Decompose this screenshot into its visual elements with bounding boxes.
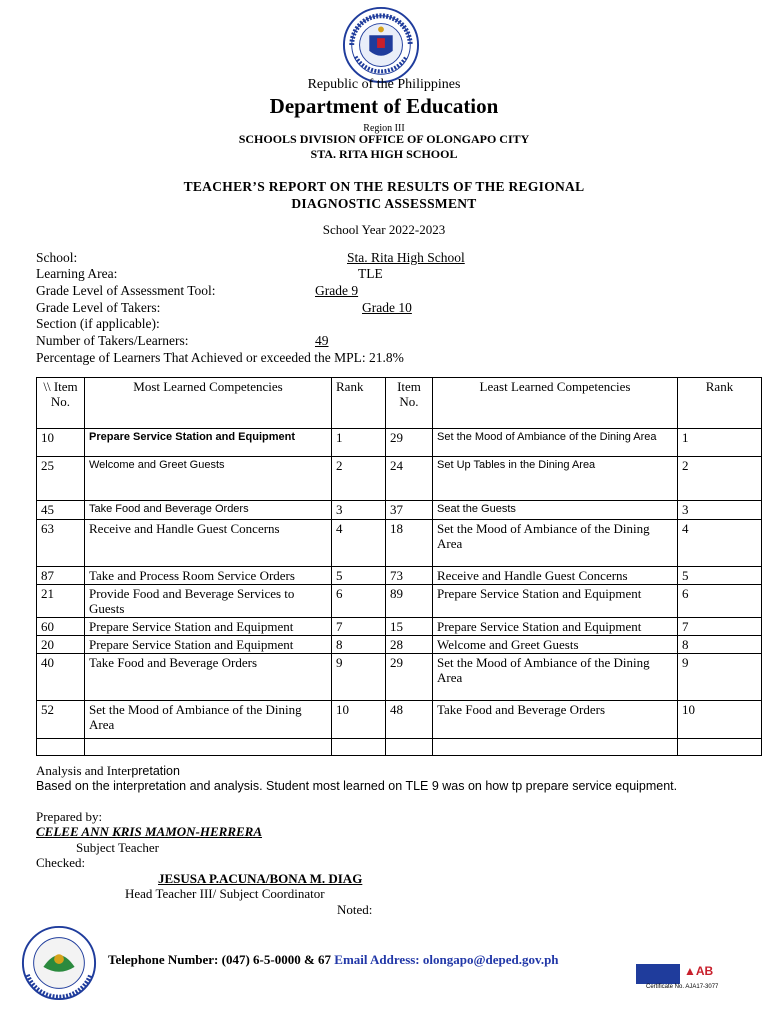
cell-least-learned: Set the Mood of Ambiance of the Dining Area — [433, 654, 678, 701]
takers-value: 49 — [315, 333, 329, 348]
preparer-name: CELEE ANN KRIS MAMON-HERRERA — [36, 824, 263, 839]
table-row — [37, 567, 762, 585]
checked-label: Checked: — [36, 855, 86, 870]
cell-most-learned: Prepare Service Station and Equipment — [85, 429, 332, 457]
header-item-no: \\ Item No. — [37, 378, 85, 429]
table-row — [37, 701, 762, 739]
certification-badge — [636, 956, 756, 996]
cell-item-no-2: 89 — [386, 585, 433, 618]
cell-item-no: 25 — [37, 457, 85, 501]
cell-rank: 8 — [332, 636, 386, 654]
tool-grade-value: Grade 9 — [315, 283, 359, 298]
cell-least-learned: Seat the Guests — [433, 501, 678, 520]
region-line: Region III — [363, 123, 405, 134]
cell-rank: 7 — [332, 618, 386, 636]
cell-item-no: 45 — [37, 501, 85, 520]
cell-rank: 3 — [332, 501, 386, 520]
cell-rank-2: 7 — [678, 618, 762, 636]
empty-cell — [386, 739, 433, 756]
empty-cell — [332, 739, 386, 756]
learning-area-value: TLE — [358, 266, 383, 281]
cell-least-learned: Prepare Service Station and Equipment — [433, 585, 678, 618]
noted-label: Noted: — [337, 902, 373, 917]
cell-rank-2: 6 — [678, 585, 762, 618]
footer-contact — [108, 952, 559, 968]
cell-item-no-2: 28 — [386, 636, 433, 654]
checker-title: Head Teacher III/ Subject Coordinator — [125, 886, 325, 901]
cell-least-learned: Set Up Tables in the Dining Area — [433, 457, 678, 501]
table-row — [37, 501, 762, 520]
table-row — [37, 457, 762, 501]
cell-rank: 9 — [332, 654, 386, 701]
cell-item-no-2: 48 — [386, 701, 433, 739]
cert-number: Certificate No. AJA17-3077 — [646, 984, 719, 990]
cell-rank-2: 5 — [678, 567, 762, 585]
cell-most-learned: Prepare Service Station and Equipment — [85, 618, 332, 636]
header-rank: Rank — [332, 378, 386, 429]
cell-rank-2: 9 — [678, 654, 762, 701]
footer-email: Email Address: olongapo@deped.gov.ph — [334, 952, 559, 967]
table-row-empty — [37, 739, 762, 756]
school-value: Sta. Rita High School — [347, 250, 465, 265]
cell-item-no-2: 29 — [386, 654, 433, 701]
header-most-learned: Most Learned Competencies — [85, 378, 332, 429]
cell-rank: 4 — [332, 520, 386, 567]
analysis-heading-b: pretation — [131, 764, 180, 778]
table-row — [37, 618, 762, 636]
cell-rank-2: 1 — [678, 429, 762, 457]
takers-grade-label: Grade Level of Takers: — [36, 300, 161, 315]
preparer-title: Subject Teacher — [76, 840, 159, 855]
cell-rank: 1 — [332, 429, 386, 457]
report-title-line1: TEACHER’S REPORT ON THE RESULTS OF THE REGIONAL — [183, 179, 585, 194]
table-row — [37, 429, 762, 457]
cell-most-learned: Take Food and Beverage Orders — [85, 501, 332, 520]
cell-rank: 2 — [332, 457, 386, 501]
header-item-no-2: Item No. — [386, 378, 433, 429]
learning-area-label: Learning Area: — [36, 266, 118, 281]
school-label: School: — [36, 250, 78, 265]
department-title: Department of Education — [269, 94, 499, 118]
cell-rank: 6 — [332, 585, 386, 618]
cell-least-learned: Receive and Handle Guest Concerns — [433, 567, 678, 585]
cell-most-learned: Receive and Handle Guest Concerns — [85, 520, 332, 567]
cell-least-learned: Set the Mood of Ambiance of the Dining Area — [433, 520, 678, 567]
cell-most-learned: Provide Food and Beverage Services to Guests — [85, 585, 332, 618]
cell-most-learned: Set the Mood of Ambiance of the Dining Area — [85, 701, 332, 739]
takers-grade-value: Grade 10 — [362, 300, 412, 315]
empty-cell — [85, 739, 332, 756]
cell-least-learned: Set the Mood of Ambiance of the Dining Area — [433, 429, 678, 457]
cell-rank-2: 2 — [678, 457, 762, 501]
report-title-line2: DIAGNOSTIC ASSESSMENT — [291, 196, 477, 211]
cell-item-no: 87 — [37, 567, 85, 585]
cell-item-no-2: 15 — [386, 618, 433, 636]
checker-name: JESUSA P.ACUNA/BONA M. DIAG — [158, 871, 363, 886]
cell-item-no-2: 37 — [386, 501, 433, 520]
analysis-heading — [36, 763, 180, 779]
deped-footer-logo-icon — [20, 924, 98, 1002]
analysis-heading-a: Analysis and Inter — [36, 763, 132, 778]
cell-most-learned: Prepare Service Station and Equipment — [85, 636, 332, 654]
cell-item-no-2: 18 — [386, 520, 433, 567]
section-label: Section (if applicable): — [36, 316, 160, 331]
school-year: School Year 2022-2023 — [322, 222, 446, 237]
cell-most-learned: Welcome and Greet Guests — [85, 457, 332, 501]
cell-item-no: 10 — [37, 429, 85, 457]
cell-rank-2: 10 — [678, 701, 762, 739]
cell-item-no: 60 — [37, 618, 85, 636]
cell-least-learned: Welcome and Greet Guests — [433, 636, 678, 654]
empty-cell — [678, 739, 762, 756]
tool-grade-label: Grade Level of Assessment Tool: — [36, 283, 216, 298]
competencies-table — [36, 377, 762, 756]
takers-label: Number of Takers/Learners: — [36, 333, 189, 348]
table-row — [37, 520, 762, 567]
cell-item-no: 20 — [37, 636, 85, 654]
cell-item-no: 40 — [37, 654, 85, 701]
table-row — [37, 654, 762, 701]
cell-item-no-2: 24 — [386, 457, 433, 501]
header-rank-2: Rank — [678, 378, 762, 429]
cell-most-learned: Take Food and Beverage Orders — [85, 654, 332, 701]
cell-item-no-2: 73 — [386, 567, 433, 585]
cell-item-no-2: 29 — [386, 429, 433, 457]
division-line: SCHOOLS DIVISION OFFICE OF OLONGAPO CITY — [238, 132, 530, 146]
mpl-line: Percentage of Learners That Achieved or exceeded the MPL: 21.8% — [36, 350, 404, 365]
cert-logo-icon — [636, 964, 680, 984]
cell-rank: 5 — [332, 567, 386, 585]
cert-mark-icon: ▲AB — [684, 964, 714, 978]
prepared-by-label: Prepared by: — [36, 809, 103, 824]
table-row — [37, 585, 762, 618]
table-header-row — [37, 378, 762, 429]
cell-least-learned: Prepare Service Station and Equipment — [433, 618, 678, 636]
republic-line: Republic of the Philippines — [307, 77, 461, 92]
footer-phone: Telephone Number: (047) 6-5-0000 & 67 — [108, 952, 332, 967]
school-line: STA. RITA HIGH SCHOOL — [310, 147, 458, 161]
cell-most-learned: Take and Process Room Service Orders — [85, 567, 332, 585]
cell-rank-2: 8 — [678, 636, 762, 654]
cell-least-learned: Take Food and Beverage Orders — [433, 701, 678, 739]
cell-rank-2: 4 — [678, 520, 762, 567]
table-row — [37, 636, 762, 654]
cell-rank: 10 — [332, 701, 386, 739]
empty-cell — [433, 739, 678, 756]
cell-item-no: 21 — [37, 585, 85, 618]
analysis-body: Based on the interpretation and analysis. Student most learned on TLE 9 was on how tp prepare service equipment. — [36, 779, 678, 793]
cell-item-no: 63 — [37, 520, 85, 567]
empty-cell — [37, 739, 85, 756]
header-least-learned: Least Learned Competencies — [433, 378, 678, 429]
cell-rank-2: 3 — [678, 501, 762, 520]
report-title — [0, 178, 768, 212]
deped-seal-icon — [342, 6, 420, 84]
cell-item-no: 52 — [37, 701, 85, 739]
